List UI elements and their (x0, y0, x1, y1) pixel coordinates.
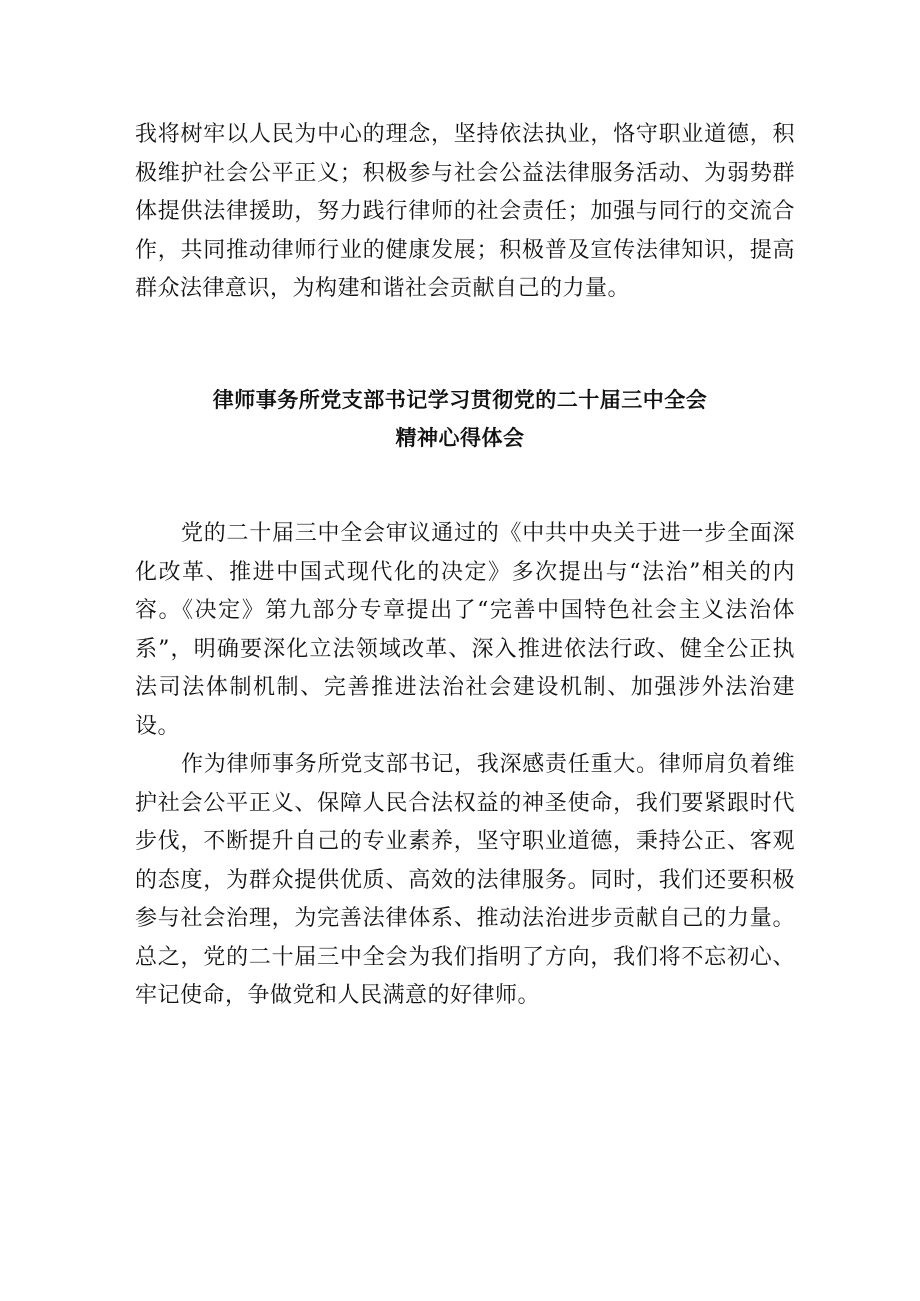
article-body (135, 515, 795, 1016)
article-title-line-1: 律师事务所党支部书记学习贯彻党的二十届三中全会 (212, 388, 708, 412)
intro-paragraph: 我将树牢以人民为中心的理念，坚持依法执业，恪守职业道德，积极维护社会公平正义；积极参与社会公益法律服务活动、为弱势群体提供法律援助，努力践行律师的社会责任；加强与同行的交流合作，共同推动律师行业的健康发展；积极普及宣传法律知识，提高群众法律意识，为构建和谐社会贡献自己的力量。 (135, 122, 795, 301)
article-title-line-2: 精神心得体会 (395, 426, 525, 450)
body-paragraph-2: 作为律师事务所党支部书记，我深感责任重大。律师肩负着维护社会公平正义、保障人民合法权益的神圣使命，我们要紧跟时代步伐，不断提升自己的专业素养，坚守职业道德，秉持公正、客观的态度，为群众提供优质、高效的法律服务。同时，我们还要积极参与社会治理，为完善法律体系、推动法治进步贡献自己的力量。总之，党的二十届三中全会为我们指明了方向，我们将不忘初心、牢记使命，争做党和人民满意的好律师。 (135, 752, 795, 1008)
intro-section (135, 116, 795, 309)
article-title (120, 381, 800, 457)
body-paragraph-1: 党的二十届三中全会审议通过的《中共中央关于进一步全面深化改革、推进中国式现代化的决定》多次提出与“法治”相关的内容。《决定》第九部分专章提出了“完善中国特色社会主义法治体系”，明确要深化立法领域改革、深入推进依法行政、健全公正执法司法体制机制、完善推进法治社会建设机制、加强涉外法治建设。 (135, 521, 795, 739)
